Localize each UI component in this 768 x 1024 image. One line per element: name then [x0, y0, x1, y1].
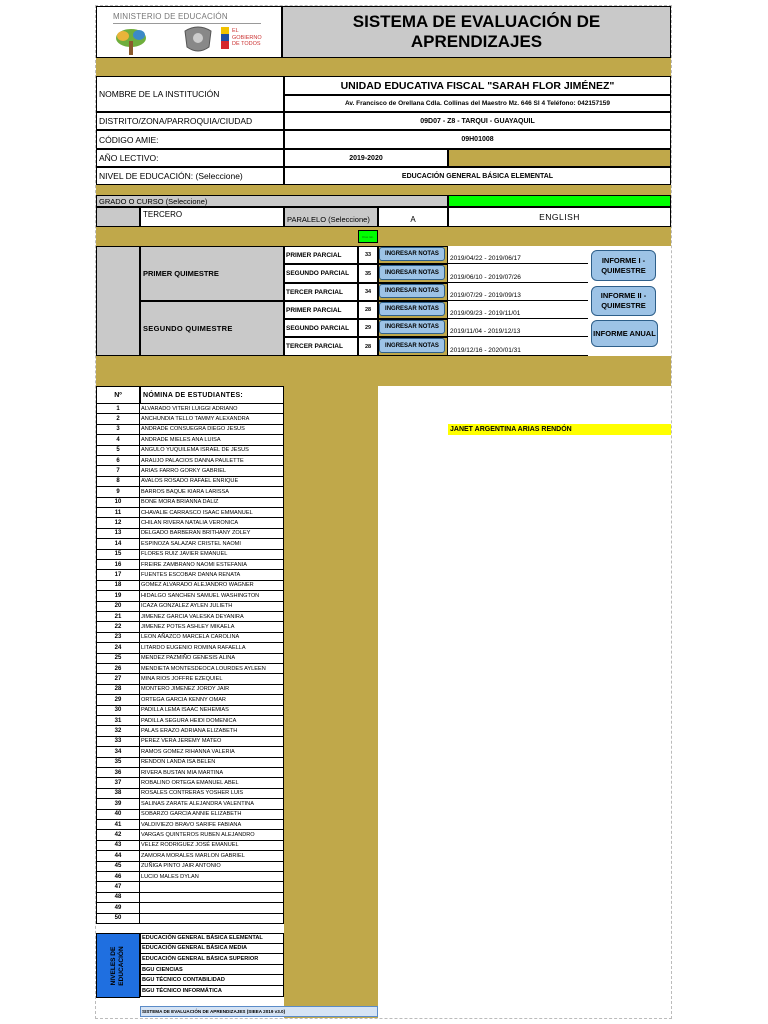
student-name[interactable] — [140, 893, 284, 903]
period-name: PRIMER PARCIAL — [284, 246, 358, 264]
period-name: SEGUNDO PARCIAL — [284, 264, 358, 283]
student-number: 18 — [96, 581, 140, 591]
enter-grades-button[interactable]: INGRESAR NOTAS — [379, 284, 445, 298]
student-number: 21 — [96, 612, 140, 622]
subject-value[interactable]: ENGLISH — [448, 207, 671, 227]
grade-left-pad — [96, 207, 140, 227]
periods-left-pad — [96, 246, 140, 356]
student-name[interactable] — [140, 903, 284, 913]
student-row[interactable] — [96, 674, 284, 684]
period-days: 28 — [358, 337, 378, 356]
school-year-value[interactable]: 2019-2020 — [284, 149, 448, 167]
parallel-select[interactable]: A — [378, 207, 448, 227]
student-row[interactable] — [96, 446, 284, 456]
student-row[interactable] — [96, 404, 284, 414]
student-name[interactable]: RENDON LANDA ISA BELEN — [140, 758, 284, 768]
period-dates: 2019/04/22 - 2019/06/17 — [448, 246, 588, 264]
student-name[interactable]: ZAMORA MORALES MARLON GABRIEL — [140, 851, 284, 861]
education-level-select[interactable]: EDUCACIÓN GENERAL BÁSICA ELEMENTAL — [284, 167, 671, 185]
student-number: 15 — [96, 550, 140, 560]
enter-grades-button[interactable]: INGRESAR NOTAS — [379, 265, 445, 280]
system-title-line1: SISTEMA DE EVALUACIÓN DE — [352, 12, 601, 31]
period-dates: 2019/12/16 - 2020/01/31 — [448, 337, 588, 356]
student-number: 23 — [96, 633, 140, 643]
system-title-line2: APRENDIZAJES — [410, 32, 543, 51]
logo-panel — [96, 6, 282, 58]
student-number: 28 — [96, 685, 140, 695]
student-row[interactable] — [96, 882, 284, 892]
levels-side-panel — [96, 933, 140, 998]
student-name[interactable]: BONE MORA BRIANNA DALIZ — [140, 498, 284, 508]
enter-grades-button[interactable]: INGRESAR NOTAS — [379, 338, 445, 353]
student-name[interactable]: PADILLA LEMA ISAAC NEHEMIAS — [140, 706, 284, 716]
student-number: 9 — [96, 487, 140, 497]
students-number-header: Nº — [96, 386, 140, 404]
student-number: 42 — [96, 830, 140, 840]
student-row[interactable] — [96, 820, 284, 830]
student-name[interactable]: GOMEZ ALVARADO ALEJANDRO WAGNER — [140, 581, 284, 591]
period-days: 28 — [358, 301, 378, 319]
student-row[interactable] — [96, 799, 284, 809]
student-name[interactable]: ANDRADE MIELES ANA LUISA — [140, 435, 284, 445]
student-name[interactable]: FUENTES ESCOBAR DANNA RENATA — [140, 570, 284, 580]
student-number: 47 — [96, 882, 140, 892]
separator-band — [96, 58, 671, 76]
education-level-label: NIVEL DE EDUCACIÓN: (Seleccione) — [96, 167, 284, 185]
education-level-option: BGU TÉCNICO INFORMÁTICA — [140, 986, 284, 997]
student-row[interactable] — [96, 706, 284, 716]
student-row[interactable] — [96, 487, 284, 497]
period-dates: 2019/06/10 - 2019/07/26 — [448, 264, 588, 283]
student-name[interactable]: RIVERA BUSTAN MIA MARTINA — [140, 768, 284, 778]
education-level-option: EDUCACIÓN GENERAL BÁSICA ELEMENTAL — [140, 933, 284, 944]
district-label: DISTRITO/ZONA/PARROQUIA/CIUDAD — [96, 112, 284, 130]
student-name[interactable]: RAMOS GOMEZ RIHANNA VALERIA — [140, 747, 284, 757]
student-number: 11 — [96, 508, 140, 518]
student-number: 39 — [96, 799, 140, 809]
student-number: 7 — [96, 466, 140, 476]
student-name[interactable]: LITARDO EUGENIO ROMINA RAFAELLA — [140, 643, 284, 653]
separator-band-4 — [96, 356, 671, 386]
student-row[interactable] — [96, 872, 284, 882]
student-number: 35 — [96, 758, 140, 768]
students-name-header: NÓMINA DE ESTUDIANTES: — [140, 386, 284, 404]
institution-name-value[interactable]: UNIDAD EDUCATIVA FISCAL "SARAH FLOR JIMÉNEZ" — [284, 76, 671, 95]
student-number: 43 — [96, 841, 140, 851]
student-name[interactable]: ZUÑIGA PINTO JAIR ANTONIO — [140, 862, 284, 872]
period-name: SEGUNDO PARCIAL — [284, 319, 358, 337]
student-name[interactable]: ANGULO YUQUILEMA ISRAEL DE JESUS — [140, 446, 284, 456]
student-name[interactable]: FLORES RUIZ JAVIER EMANUEL — [140, 550, 284, 560]
student-number: 49 — [96, 903, 140, 913]
education-level-option: BGU CIENCIAS — [140, 965, 284, 976]
student-name[interactable]: MONTERO JIMENEZ JORDY JAIR — [140, 685, 284, 695]
student-number: 31 — [96, 716, 140, 726]
student-name[interactable]: MINA RIOS JOFFRE EZEQUIEL — [140, 674, 284, 684]
student-name[interactable]: DELGADO BARBERAN BRITHANY ZOLEY — [140, 529, 284, 539]
student-number: 19 — [96, 591, 140, 601]
tree-logo-icon — [111, 27, 151, 57]
student-row[interactable] — [96, 550, 284, 560]
grade-green-marker — [448, 195, 671, 207]
student-name[interactable]: ORTEGA GARCIA KENNY OMAR — [140, 695, 284, 705]
coat-of-arms-icon — [181, 25, 215, 55]
student-name[interactable]: HIDALGO SANCHEN SAMUEL WASHINGTON — [140, 591, 284, 601]
student-number: 20 — [96, 602, 140, 612]
student-name[interactable]: SOBARZO GARCIA ANNIE ELIZABETH — [140, 810, 284, 820]
student-row[interactable] — [96, 830, 284, 840]
student-number: 38 — [96, 789, 140, 799]
student-number: 26 — [96, 664, 140, 674]
student-number: 36 — [96, 768, 140, 778]
student-row[interactable] — [96, 612, 284, 622]
student-row[interactable] — [96, 414, 284, 424]
students-column-background — [284, 386, 378, 1018]
second-quimestre-label: SEGUNDO QUIMESTRE — [140, 301, 284, 356]
student-name[interactable]: ICAZA GONZALEZ AYLEN JULIETH — [140, 602, 284, 612]
student-number: 3 — [96, 425, 140, 435]
student-name[interactable]: PADILLA SEGURA HEIDI DOMENICA — [140, 716, 284, 726]
student-name[interactable]: ROSALES CONTRERAS YOSHER LUIS — [140, 789, 284, 799]
student-number: 6 — [96, 456, 140, 466]
student-row[interactable] — [96, 758, 284, 768]
student-name[interactable]: PEREZ VERA JEREMY MATEO — [140, 737, 284, 747]
student-row[interactable] — [96, 726, 284, 736]
student-row[interactable] — [96, 716, 284, 726]
gobierno-text: EL GOBIERNO DE TODOS — [232, 28, 262, 47]
grade-label: GRADO O CURSO (Seleccione) — [96, 195, 448, 207]
period-name: TERCER PARCIAL — [284, 283, 358, 301]
parallel-label: PARALELO (Seleccione) — [284, 207, 378, 227]
student-number: 17 — [96, 570, 140, 580]
first-quimestre-label: PRIMER QUIMESTRE — [140, 246, 284, 301]
student-number: 24 — [96, 643, 140, 653]
student-row[interactable] — [96, 862, 284, 872]
student-name[interactable]: LEON AÑAZCO MARCELA CAROLINA — [140, 633, 284, 643]
student-row[interactable] — [96, 591, 284, 601]
student-name[interactable]: PALAS ERAZO ADRIANA ELIZABETH — [140, 726, 284, 736]
report-first-quimestre-button[interactable]: INFORME I - QUIMESTRE — [591, 250, 656, 281]
student-name[interactable]: MENDIETA MONTESDEOCA LOURDES AYLEEN — [140, 664, 284, 674]
student-row[interactable] — [96, 477, 284, 487]
system-title-box — [282, 6, 671, 58]
student-number: 4 — [96, 435, 140, 445]
student-name[interactable]: LUCIO MALES DYLAN — [140, 872, 284, 882]
student-number: 10 — [96, 498, 140, 508]
student-number: 32 — [96, 726, 140, 736]
student-number: 46 — [96, 872, 140, 882]
period-days: 35 — [358, 264, 378, 283]
school-year-filler — [448, 149, 671, 167]
enter-grades-button[interactable]: INGRESAR NOTAS — [379, 320, 445, 334]
student-row[interactable] — [96, 643, 284, 653]
student-name[interactable]: JIMENEZ POTES ASHLEY MIKAELA — [140, 622, 284, 632]
student-number: 41 — [96, 820, 140, 830]
period-name: PRIMER PARCIAL — [284, 301, 358, 319]
student-row[interactable] — [96, 737, 284, 747]
student-number: 50 — [96, 914, 140, 924]
student-row[interactable] — [96, 622, 284, 632]
student-row[interactable] — [96, 518, 284, 528]
student-number: 25 — [96, 654, 140, 664]
student-name[interactable]: CHAVALIE CARRASCO ISAAC EMMANUEL — [140, 508, 284, 518]
student-number: 8 — [96, 477, 140, 487]
student-number: 40 — [96, 810, 140, 820]
student-row[interactable] — [96, 508, 284, 518]
student-name[interactable]: CHILAN RIVERA NATALIA VERONICA — [140, 518, 284, 528]
student-name[interactable]: FREIRE ZAMBRANO NAOMI ESTEFANIA — [140, 560, 284, 570]
student-name[interactable]: AVALOS ROSADO RAFAEL ENRIQUE — [140, 477, 284, 487]
student-row[interactable] — [96, 498, 284, 508]
student-number: 29 — [96, 695, 140, 705]
student-name[interactable] — [140, 914, 284, 924]
institution-name-label: NOMBRE DE LA INSTITUCIÓN — [96, 76, 284, 112]
levels-side-label: NIVELES DE EDUCACIÓN — [110, 945, 125, 986]
period-dates: 2019/07/29 - 2019/09/13 — [448, 283, 588, 301]
gobierno-logo-icon — [221, 27, 229, 49]
student-number: 48 — [96, 893, 140, 903]
student-row[interactable] — [96, 778, 284, 788]
student-number: 1 — [96, 404, 140, 414]
education-level-option: BGU TÉCNICO CONTABILIDAD — [140, 975, 284, 986]
report-second-quimestre-button[interactable]: INFORME II - QUIMESTRE — [591, 286, 656, 316]
institution-address-value[interactable]: Av. Francisco de Orellana Cdla. Collinas del Maestro Mz. 646 Sl 4 Teléfono: 042157159 — [284, 95, 671, 112]
student-number: 27 — [96, 674, 140, 684]
student-name[interactable]: VARGAS QUINTEROS RUBEN ALEJANDRO — [140, 830, 284, 840]
student-row[interactable] — [96, 841, 284, 851]
footer-left-mark — [96, 1006, 140, 1016]
student-row[interactable] — [96, 747, 284, 757]
student-row[interactable] — [96, 529, 284, 539]
student-row[interactable] — [96, 581, 284, 591]
grade-select[interactable]: TERCERO — [140, 207, 284, 227]
footer-system-label: SISTEMA DE EVALUACIÓN DE APRENDIZAJES (SIEEA 2019 v3.0) — [140, 1006, 378, 1017]
teacher-name: JANET ARGENTINA ARIAS RENDÓN — [448, 424, 671, 435]
student-row[interactable] — [96, 456, 284, 466]
student-number: 22 — [96, 622, 140, 632]
period-name: TERCER PARCIAL — [284, 337, 358, 356]
student-row[interactable] — [96, 851, 284, 861]
period-days: 33 — [358, 246, 378, 264]
student-row[interactable] — [96, 570, 284, 580]
student-name[interactable]: SALINAS ZARATE ALEJANDRA VALENTINA — [140, 799, 284, 809]
school-year-label: AÑO LECTIVO: — [96, 149, 284, 167]
district-value[interactable]: 09D07 - Z8 - TARQUI - GUAYAQUIL — [284, 112, 671, 130]
student-number: 16 — [96, 560, 140, 570]
student-name[interactable]: VELEZ RODRIGUEZ JOSÉ EMANUEL — [140, 841, 284, 851]
student-row[interactable] — [96, 466, 284, 476]
enter-grades-button[interactable]: INGRESAR NOTAS — [379, 247, 445, 261]
student-row[interactable] — [96, 695, 284, 705]
separator-band-2 — [96, 185, 671, 195]
student-name[interactable]: JIMENEZ GARCIA VALESKA DEYANIRA — [140, 612, 284, 622]
student-number: 44 — [96, 851, 140, 861]
report-annual-button[interactable]: INFORME ANUAL — [591, 320, 658, 347]
period-dates: 2019/09/23 - 2019/11/01 — [448, 301, 588, 319]
student-row[interactable] — [96, 664, 284, 674]
student-number: 34 — [96, 747, 140, 757]
student-number: 2 — [96, 414, 140, 424]
student-row[interactable] — [96, 654, 284, 664]
student-number: 13 — [96, 529, 140, 539]
student-number: 12 — [96, 518, 140, 528]
enter-grades-button[interactable]: INGRESAR NOTAS — [379, 302, 445, 316]
student-name[interactable]: ARAUJO PALACIOS DANNA PAULETTE — [140, 456, 284, 466]
student-name[interactable]: ROBALINO ORTEGA EMANUEL ABEL — [140, 778, 284, 788]
student-row[interactable] — [96, 810, 284, 820]
student-number: 14 — [96, 539, 140, 549]
student-number: 45 — [96, 862, 140, 872]
student-row[interactable] — [96, 602, 284, 612]
period-days: 29 — [358, 319, 378, 337]
period-dates: 2019/11/04 - 2019/12/13 — [448, 319, 588, 337]
student-number: 33 — [96, 737, 140, 747]
student-row[interactable] — [96, 539, 284, 549]
student-number: 5 — [96, 446, 140, 456]
student-number: 37 — [96, 778, 140, 788]
ministry-underline — [113, 23, 261, 24]
student-name[interactable]: ARIAS FARRO GORKY GABRIEL — [140, 466, 284, 476]
education-level-option: EDUCACIÓN GENERAL BÁSICA MEDIA — [140, 944, 284, 955]
student-row[interactable] — [96, 914, 284, 924]
student-row[interactable] — [96, 893, 284, 903]
days-green-header: Días lab. — [358, 230, 378, 243]
student-row[interactable] — [96, 425, 284, 435]
student-row[interactable] — [96, 435, 284, 445]
student-row[interactable] — [96, 685, 284, 695]
student-name[interactable]: VALDIVIEZO BRAVO SARIFE FABIANA — [140, 820, 284, 830]
student-name[interactable] — [140, 882, 284, 892]
amie-label: CÓDIGO AMIE: — [96, 130, 284, 149]
student-row[interactable] — [96, 633, 284, 643]
period-days: 34 — [358, 283, 378, 301]
amie-value[interactable]: 09H01008 — [284, 130, 671, 149]
student-name[interactable]: ESPINOZA SALAZAR CRISTEL NAOMI — [140, 539, 284, 549]
student-row[interactable] — [96, 560, 284, 570]
student-name[interactable]: MENDEZ PAZMIÑO GENESIS ALINA — [140, 654, 284, 664]
student-number: 30 — [96, 706, 140, 716]
student-row[interactable] — [96, 768, 284, 778]
student-name[interactable]: ANDRADE CONSUEGRA DIEGO JESUS — [140, 425, 284, 435]
education-level-option: EDUCACIÓN GENERAL BÁSICA SUPERIOR — [140, 954, 284, 965]
separator-band-3 — [96, 227, 671, 246]
student-row[interactable] — [96, 789, 284, 799]
student-name[interactable]: BARROS BAQUE KIARA LARISSA — [140, 487, 284, 497]
student-row[interactable] — [96, 903, 284, 913]
student-name[interactable]: ALVARADO VITERI LUIGGI ADRIANO — [140, 404, 284, 414]
ministry-text: MINISTERIO DE EDUCACIÓN — [113, 12, 228, 21]
student-name[interactable]: ANCHUNDIA TELLO TAMMY ALEXANDRA — [140, 414, 284, 424]
